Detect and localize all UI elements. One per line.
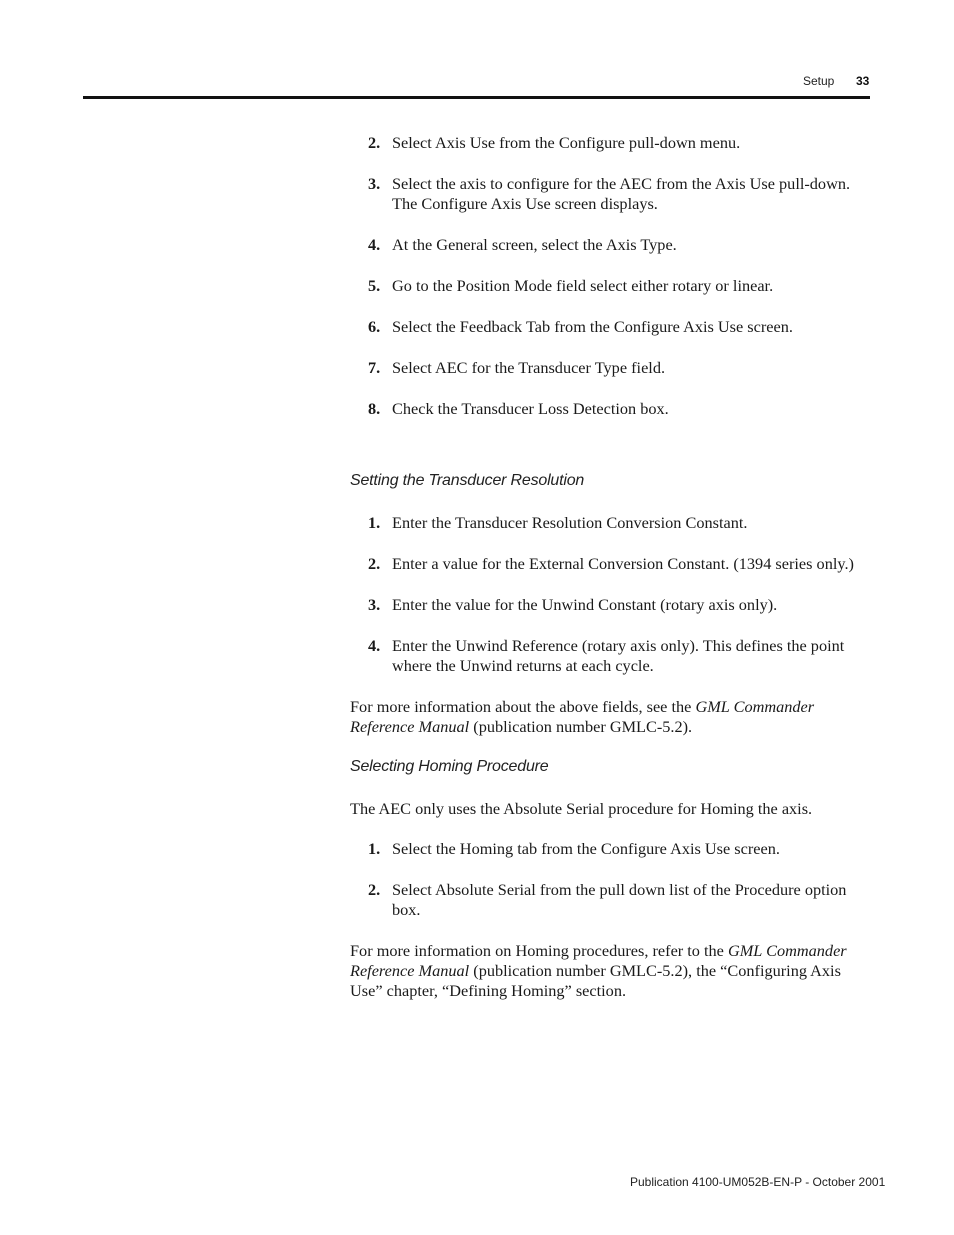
- list-item: [350, 133, 870, 153]
- step-number: 3.: [368, 174, 381, 193]
- homing-intro: The AEC only uses the Absolute Serial procedure for Homing the axis.: [350, 799, 813, 818]
- reference-note-transducer: [350, 697, 870, 737]
- list-item: [350, 235, 870, 255]
- step-text: Enter the Unwind Reference (rotary axis only). This defines the point where the Unwind returns at each cycle.: [392, 636, 845, 675]
- step-number: 5.: [368, 276, 381, 295]
- step-text: Go to the Position Mode field select either rotary or linear.: [392, 276, 774, 295]
- page-header: [0, 0, 954, 100]
- step-number: 4.: [368, 235, 381, 254]
- steps-list-continued: [350, 133, 870, 419]
- step-text: Select Axis Use from the Configure pull-down menu.: [392, 133, 741, 152]
- step-number: 2.: [368, 880, 381, 899]
- reference-note-homing: [350, 941, 870, 1001]
- list-item: [350, 276, 870, 296]
- step-text: Enter a value for the External Conversion Constant. (1394 series only.): [392, 554, 854, 573]
- section-heading-homing-procedure: Selecting Homing Procedure: [350, 758, 549, 775]
- page-body: [350, 133, 870, 1021]
- note-text: For more information about the above fields, see the: [350, 697, 696, 716]
- manual-title: GML Commander Reference Manual: [350, 697, 815, 736]
- step-number: 8.: [368, 399, 381, 418]
- list-item: [350, 174, 870, 214]
- step-number: 7.: [368, 358, 381, 377]
- list-item: [350, 554, 870, 574]
- page-number: 33: [856, 74, 870, 88]
- step-number: 1.: [368, 513, 381, 532]
- step-text: Select the axis to configure for the AEC from the Axis Use pull-down. The Configure Axis Use screen displays.: [392, 174, 851, 213]
- step-number: 4.: [368, 636, 381, 655]
- step-number: 2.: [368, 554, 381, 573]
- step-text: Select the Homing tab from the Configure Axis Use screen.: [392, 839, 780, 858]
- step-text: Select Absolute Serial from the pull down list of the Procedure option box.: [392, 880, 847, 919]
- list-item: [350, 595, 870, 615]
- list-item: [350, 399, 870, 419]
- step-text: Enter the value for the Unwind Constant (rotary axis only).: [392, 595, 778, 614]
- step-text: Check the Transducer Loss Detection box.: [392, 399, 669, 418]
- step-text: Select the Feedback Tab from the Configure Axis Use screen.: [392, 317, 793, 336]
- list-item: [350, 358, 870, 378]
- steps-list-homing: [350, 839, 870, 920]
- step-number: 3.: [368, 595, 381, 614]
- publication-footer: Publication 4100-UM052B-EN-P - October 2001: [630, 1175, 886, 1189]
- step-text: Select AEC for the Transducer Type field.: [392, 358, 666, 377]
- note-text: (publication number GMLC-5.2).: [469, 717, 693, 736]
- manual-title: GML Commander Reference Manual: [350, 941, 847, 980]
- steps-list-transducer-resolution: [350, 513, 870, 676]
- step-text: Enter the Transducer Resolution Conversion Constant.: [392, 513, 748, 532]
- list-item: [350, 636, 870, 676]
- list-item: [350, 317, 870, 337]
- note-text: For more information on Homing procedures, refer to the: [350, 941, 728, 960]
- header-divider: [83, 96, 870, 99]
- step-number: 1.: [368, 839, 381, 858]
- step-number: 6.: [368, 317, 381, 336]
- list-item: [350, 880, 870, 920]
- step-number: 2.: [368, 133, 381, 152]
- list-item: [350, 513, 870, 533]
- running-head-section: Setup: [803, 74, 835, 88]
- list-item: [350, 839, 870, 859]
- section-heading-transducer-resolution: Setting the Transducer Resolution: [350, 472, 585, 489]
- step-text: At the General screen, select the Axis Type.: [392, 235, 677, 254]
- note-text: (publication number GMLC-5.2), the “Configuring Axis Use” chapter, “Defining Homing” section.: [350, 961, 841, 1000]
